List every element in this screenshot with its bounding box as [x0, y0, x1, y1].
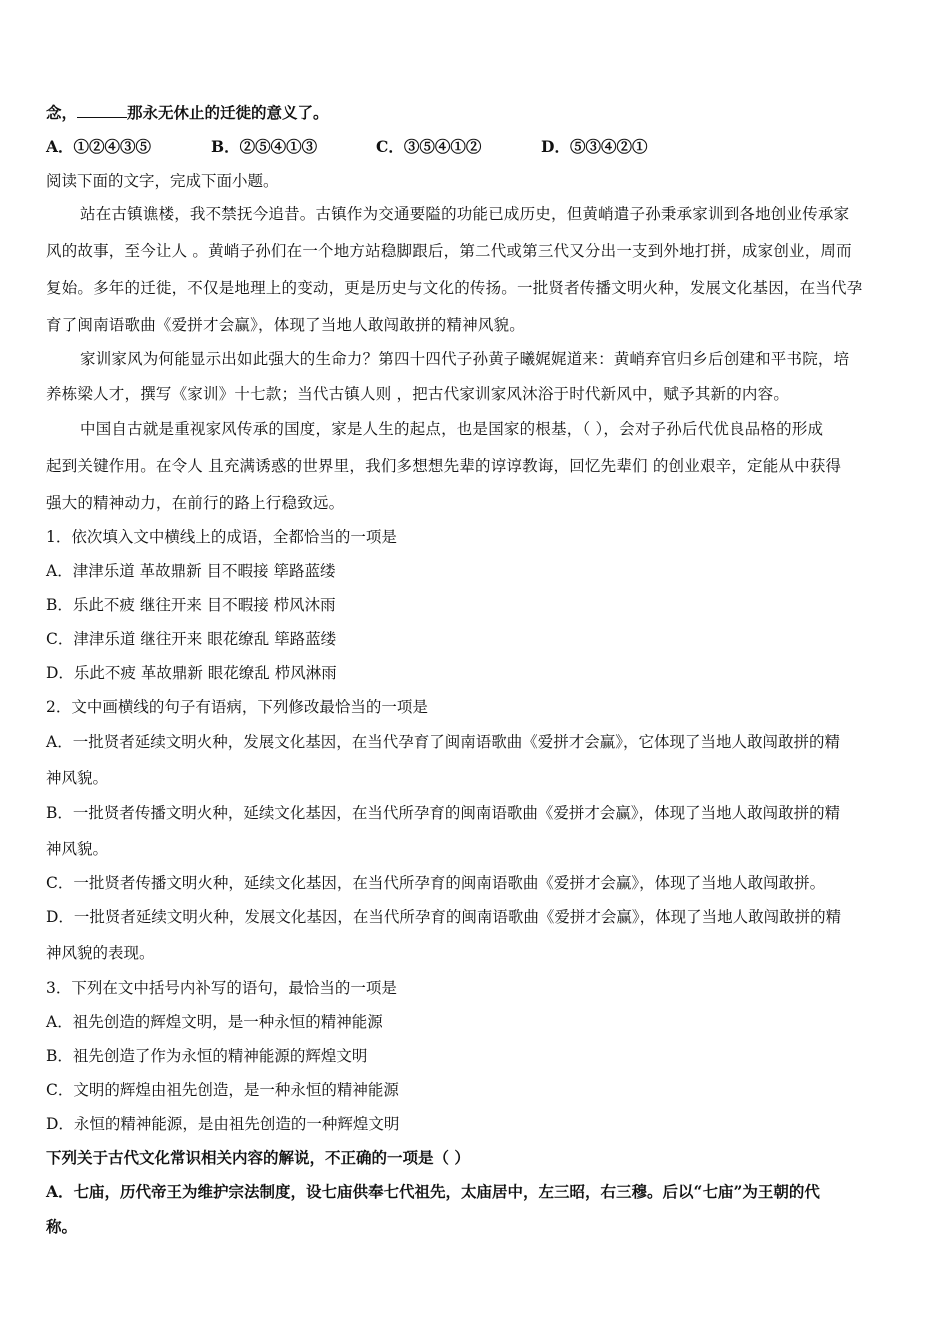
- answer-options-row: [46, 137, 908, 157]
- passage-line: 养栋梁人才，撰写《家训》十七款；当代古镇人则 ，把古代家训家风沐浴于时代新风中，赋予其新的内容。: [46, 385, 790, 403]
- final-option-a-cont: 称。: [46, 1217, 78, 1236]
- sentence-fragment: [46, 103, 908, 123]
- passage-line: 强大的精神动力，在前行的路上行稳致远。: [46, 494, 345, 512]
- q3-option-a: A．祖先创造的辉煌文明，是一种永恒的精神能源: [46, 1013, 383, 1031]
- passage-line: 中国自古就是重视家风传承的国度，家是人生的起点，也是国家的根基，（ ），会对子孙后代优良品格的形成: [80, 420, 824, 438]
- q2-option-d: D．一批贤者延续文明火种，发展文化基因，在当代所孕育的闽南语歌曲《爱拼才会赢》，体现了当地人敢闯敢拼的精: [46, 908, 842, 926]
- option-d: D．⑤③④②①: [541, 137, 648, 156]
- question-3: 3．下列在文中括号内补写的语句，最恰当的一项是: [46, 979, 397, 997]
- q2-option-a: A．一批贤者延续文明火种，发展文化基因，在当代孕育了闽南语歌曲《爱拼才会赢》，它体现了当地人敢闯敢拼的精: [46, 733, 840, 751]
- question-2: 2．文中画横线的句子有语病，下列修改最恰当的一项是: [46, 698, 428, 716]
- q2-option-c: C．一批贤者传播文明火种，延续文化基因，在当代所孕育的闽南语歌曲《爱拼才会赢》，体现了当地人敢闯敢拼。: [46, 874, 826, 892]
- q1-option-d: D．乐此不疲 革故鼎新 眼花缭乱 栉风淋雨: [46, 664, 337, 682]
- q2-option-b-cont: 神风貌。: [46, 840, 109, 858]
- passage-line: 风的故事，至今让人 。黄峭子孙们在一个地方站稳脚跟后，第二代或第三代又分出一支到外地打拼，成家创业，周而: [46, 242, 852, 260]
- passage-line: 复始。多年的迁徙，不仅是地理上的变动，更是历史与文化的传扬。一批贤者传播文明火种，发展文化基因，在当代孕: [46, 279, 863, 297]
- passage-line: 家训家风为何能显示出如此强大的生命力？第四十四代子孙黄子曦娓娓道来：黄峭弃官归乡后创建和平书院，培: [80, 350, 850, 368]
- final-option-a: A．七庙，历代帝王为维护宗法制度，设七庙供奉七代祖先，太庙居中，左三昭，右三穆。后以“七庙”为王朝的代: [46, 1182, 820, 1201]
- fragment-end: 那永无休止的迁徙的意义了。: [127, 103, 329, 122]
- q2-option-b: B．一批贤者传播文明火种，延续文化基因，在当代所孕育的闽南语歌曲《爱拼才会赢》，体现了当地人敢闯敢拼的精: [46, 804, 841, 822]
- final-question: 下列关于古代文化常识相关内容的解说，不正确的一项是（ ）: [46, 1148, 470, 1167]
- q3-option-b: B．祖先创造了作为永恒的精神能源的辉煌文明: [46, 1047, 368, 1065]
- option-b: B．②⑤④①③: [211, 137, 318, 156]
- passage-line: 站在古镇谯楼，我不禁抚今追昔。古镇作为交通要隘的功能已成历史，但黄峭遣子孙秉承家训到各地创业传承家: [80, 205, 850, 223]
- fragment-start: 念，: [46, 103, 78, 122]
- q3-option-d: D．永恒的精神能源，是由祖先创造的一种辉煌文明: [46, 1115, 400, 1133]
- reading-intro: 阅读下面的文字，完成下面小题。: [46, 172, 279, 190]
- option-a: A．①②④③⑤: [46, 137, 152, 156]
- option-c: C．③⑤④①②: [376, 137, 482, 156]
- passage-line: 起到关键作用。在令人 且充满诱惑的世界里，我们多想想先辈的谆谆教诲，回忆先辈们 的创业艰辛，定能从中获得: [46, 457, 842, 475]
- question-1: 1．依次填入文中横线上的成语，全都恰当的一项是: [46, 528, 397, 546]
- q2-option-d-cont: 神风貌的表现。: [46, 944, 155, 962]
- q1-option-a: A．津津乐道 革故鼎新 目不暇接 筚路蓝缕: [46, 562, 336, 580]
- passage-line: 育了闽南语歌曲《爱拼才会赢》，体现了当地人敢闯敢拼的精神风貌。: [46, 316, 525, 334]
- q2-option-a-cont: 神风貌。: [46, 769, 109, 787]
- q3-option-c: C．文明的辉煌由祖先创造，是一种永恒的精神能源: [46, 1081, 399, 1099]
- q1-option-c: C．津津乐道 继往开来 眼花缭乱 筚路蓝缕: [46, 630, 337, 648]
- q1-option-b: B．乐此不疲 继往开来 目不暇接 栉风沐雨: [46, 596, 336, 614]
- fill-blank: [77, 103, 127, 118]
